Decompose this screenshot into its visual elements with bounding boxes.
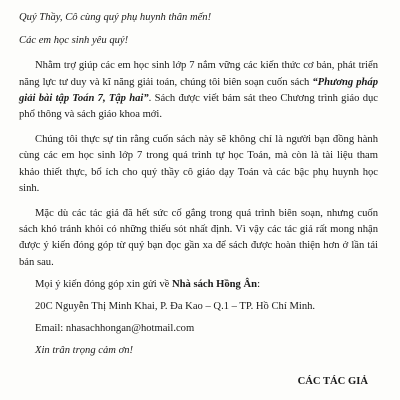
paragraph-feedback: Mặc dù các tác giả đã hết sức cố gắng trong quá trình biên soạn, nhưng cuốn sách khó tránh khỏi có những thiếu sót nhất định. Vì vậy các tác giả rất mong nhận được ý kiến đóng góp từ quý bạn đọc gần xa để sách được hoàn thiện hơn ở lần tái bản sau. [19,208,378,268]
authors-signature: CÁC TÁC GIẢ [297,375,368,387]
closing-thanks: Xin trân trọng cảm ơn! [35,345,134,357]
paragraph-purpose [19,58,378,123]
paragraph-purpose-text-1: Nhằm trợ giúp các em học sinh lớp 7 nắm vững các kiến thức cơ bản, phát triển năng lực tư duy và kĩ năng giải toán, chúng tôi biên soạn cuốn sách [19,60,378,88]
book-title: “Phương pháp giải bài tập Toán 7, Tập hai” [19,76,378,104]
greeting-teachers-parents: Quý Thầy, Cô cùng quý phụ huynh thân mến! [19,12,212,23]
paragraph-purpose-text-2: . Sách được viết bám sát theo Chương trình giáo dục phổ thông và sách giáo khoa mới. [19,92,378,121]
publisher-name: Nhà sách Hồng Ân [171,278,258,290]
contact-colon: : [257,278,261,290]
contact-intro-text: Mọi ý kiến đóng góp xin gửi về [35,278,172,290]
contact-address: 20C Nguyễn Thị Minh Khai, P. Đa Kao – Q.1 – TP. Hồ Chí Minh. [35,301,316,313]
contact-intro [35,277,378,293]
paragraph-belief: Chúng tôi thực sự tin rằng cuốn sách này sẽ không chỉ là người bạn đồng hành cùng các em học sinh lớp 7 trong quá trình tự học Toán, mà còn là tài liệu tham khảo thiết thực, bổ ích cho quý thầy cô giáo dạy Toán và các bậc phụ huynh học sinh. [19,134,378,194]
greeting-students: Các em học sinh yêu quý! [19,35,129,47]
contact-email: Email: nhasachhongan@hotmail.com [35,323,195,335]
